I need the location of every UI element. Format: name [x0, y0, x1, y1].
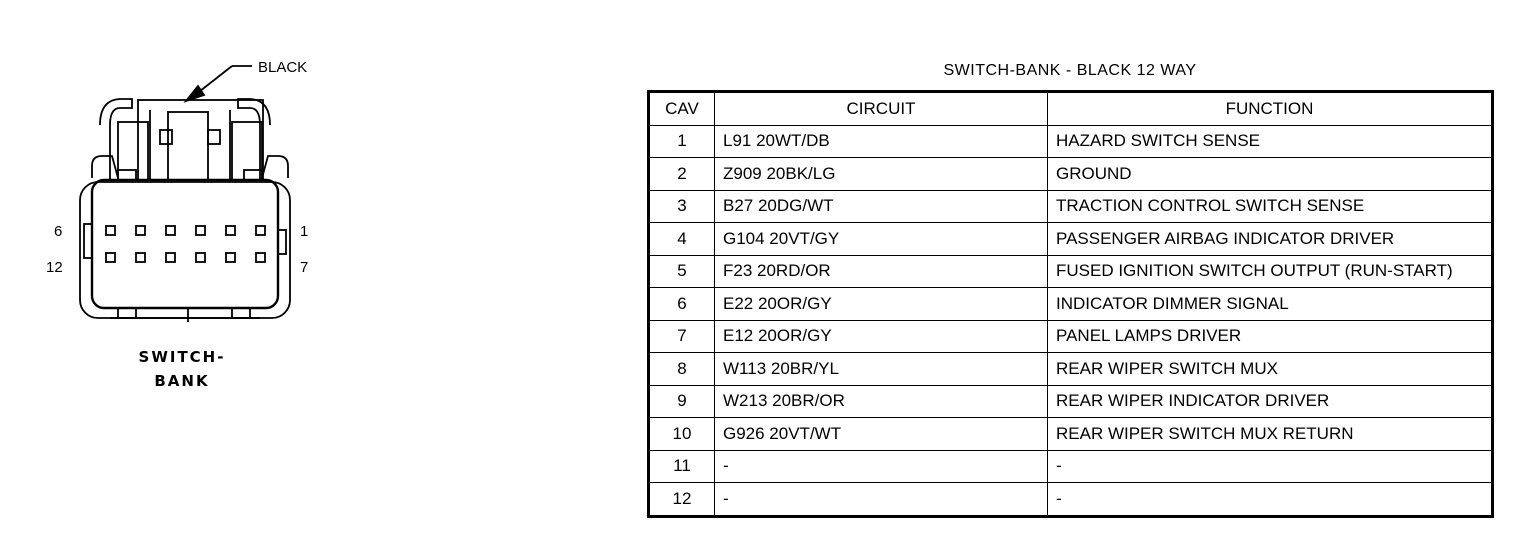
table-title: SWITCH-BANK - BLACK 12 WAY: [943, 62, 1197, 79]
table-row: [649, 255, 1493, 288]
table-row: [649, 158, 1493, 191]
cell-circuit: -: [715, 450, 1048, 483]
header-cav: CAV: [649, 92, 715, 126]
cell-cav: 8: [649, 353, 715, 386]
connector-color-label: BLACK: [258, 59, 308, 76]
cell-function: -: [1048, 450, 1493, 483]
cell-function: REAR WIPER INDICATOR DRIVER: [1048, 385, 1493, 418]
table-header-row: [649, 92, 1493, 126]
cell-cav: 10: [649, 418, 715, 451]
table-row: [649, 190, 1493, 223]
cell-circuit: -: [715, 483, 1048, 517]
cell-function: GROUND: [1048, 158, 1493, 191]
cell-cav: 1: [649, 125, 715, 158]
connector-housing: [80, 99, 290, 322]
table-row: [649, 125, 1493, 158]
connector-diagram: [0, 0, 400, 420]
cell-function: PASSENGER AIRBAG INDICATOR DRIVER: [1048, 223, 1493, 256]
cell-cav: 3: [649, 190, 715, 223]
connector-name-line1: SWITCH-: [138, 348, 226, 366]
pin-label-12: 12: [46, 259, 63, 276]
cell-circuit: G926 20VT/WT: [715, 418, 1048, 451]
table-row: [649, 353, 1493, 386]
table-row: [649, 450, 1493, 483]
connector-cavities: [106, 226, 265, 262]
cell-circuit: E22 20OR/GY: [715, 288, 1048, 321]
cell-circuit: G104 20VT/GY: [715, 223, 1048, 256]
cell-cav: 9: [649, 385, 715, 418]
header-function: FUNCTION: [1048, 92, 1493, 126]
cell-cav: 2: [649, 158, 715, 191]
cell-function: TRACTION CONTROL SWITCH SENSE: [1048, 190, 1493, 223]
cell-function: PANEL LAMPS DRIVER: [1048, 320, 1493, 353]
pin-label-6: 6: [54, 223, 63, 240]
color-label-arrow: [186, 66, 252, 101]
table-row: [649, 483, 1493, 517]
cell-circuit: E12 20OR/GY: [715, 320, 1048, 353]
connector-name-line2: BANK: [154, 372, 210, 390]
table-row: [649, 385, 1493, 418]
cell-cav: 11: [649, 450, 715, 483]
cell-cav: 7: [649, 320, 715, 353]
cell-function: INDICATOR DIMMER SIGNAL: [1048, 288, 1493, 321]
table-row: [649, 418, 1493, 451]
cell-circuit: W213 20BR/OR: [715, 385, 1048, 418]
cell-circuit: Z909 20BK/LG: [715, 158, 1048, 191]
pin-label-1: 1: [300, 223, 309, 240]
cell-cav: 6: [649, 288, 715, 321]
cell-circuit: B27 20DG/WT: [715, 190, 1048, 223]
cell-cav: 4: [649, 223, 715, 256]
cell-cav: 12: [649, 483, 715, 517]
cell-circuit: L91 20WT/DB: [715, 125, 1048, 158]
header-circuit: CIRCUIT: [715, 92, 1048, 126]
cell-circuit: W113 20BR/YL: [715, 353, 1048, 386]
table-row: [649, 223, 1493, 256]
cell-function: HAZARD SWITCH SENSE: [1048, 125, 1493, 158]
cell-cav: 5: [649, 255, 715, 288]
table-row: [649, 320, 1493, 353]
cell-function: REAR WIPER SWITCH MUX: [1048, 353, 1493, 386]
table-row: [649, 288, 1493, 321]
cell-function: FUSED IGNITION SWITCH OUTPUT (RUN-START): [1048, 255, 1493, 288]
cell-function: REAR WIPER SWITCH MUX RETURN: [1048, 418, 1493, 451]
pin-label-7: 7: [300, 259, 309, 276]
cell-function: -: [1048, 483, 1493, 517]
cell-circuit: F23 20RD/OR: [715, 255, 1048, 288]
pinout-table: [647, 90, 1494, 518]
